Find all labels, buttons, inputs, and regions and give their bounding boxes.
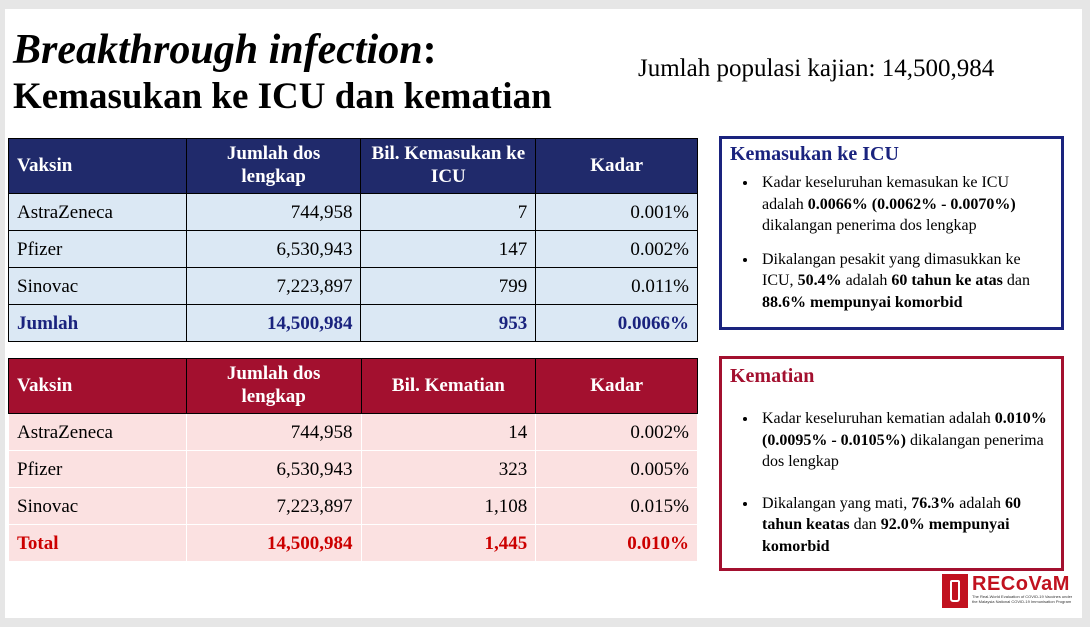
death-bullets [730,408,1053,558]
doses-cell: 6,530,943 [186,451,361,488]
vaccine-vial-icon [942,574,968,608]
table-row [9,268,698,305]
death-bullet-rate: • Kadar keseluruhan kematian adalah 0.010% (0.0095% - 0.0105%) dikalangan penerima dos lengkap [758,408,1053,473]
death-col-rate: Kadar [536,359,698,414]
total-deaths: 1,445 [361,525,536,562]
logo-tagline: The Real-World Evaluation of COVID-19 Vaccines under the Malaysia National COVID-19 Immunisation Program [972,594,1073,605]
admissions-cell: 7 [361,194,536,231]
total-doses: 14,500,984 [186,305,361,342]
title-line-2: Kemasukan ke ICU dan kematian [13,76,552,118]
admissions-cell: 147 [361,231,536,268]
logo-name: RECoVaM [972,573,1070,595]
icu-summary-box [719,136,1064,330]
deaths-cell: 1,108 [361,488,536,525]
title-line-1 [13,25,552,75]
rate-cell: 0.002% [536,231,698,268]
rate-cell: 0.005% [536,451,698,488]
total-row [9,305,698,342]
icu-box-heading: Kemasukan ke ICU [730,143,899,165]
vaccine-name: AstraZeneca [9,414,187,451]
death-col-deaths: Bil. Kematian [361,359,536,414]
deaths-cell: 14 [361,414,536,451]
vaccine-name: Pfizer [9,451,187,488]
doses-cell: 7,223,897 [186,488,361,525]
death-table [8,358,698,562]
doses-cell: 7,223,897 [186,268,361,305]
population-label: Jumlah populasi kajian: 14,500,984 [638,55,995,82]
table-row [9,194,698,231]
table-row [9,488,698,525]
total-doses: 14,500,984 [186,525,361,562]
vaccine-name: Sinovac [9,268,187,305]
death-col-doses: Jumlah dos lengkap [186,359,361,414]
table-row [9,451,698,488]
doses-cell: 6,530,943 [186,231,361,268]
total-rate: 0.0066% [536,305,698,342]
recovam-logo [942,574,1074,608]
table-row [9,414,698,451]
rate-cell: 0.002% [536,414,698,451]
slide-title [13,25,552,120]
icu-table [8,138,698,342]
death-summary-box [719,356,1064,571]
icu-col-doses: Jumlah dos lengkap [186,139,361,194]
rate-cell: 0.011% [536,268,698,305]
total-admissions: 953 [361,305,536,342]
death-col-vaksin: Vaksin [9,359,187,414]
vaccine-name: Pfizer [9,231,187,268]
rate-cell: 0.015% [536,488,698,525]
total-row [9,525,698,562]
table-row [9,231,698,268]
icu-col-rate: Kadar [536,139,698,194]
doses-cell: 744,958 [186,194,361,231]
doses-cell: 744,958 [186,414,361,451]
vaccine-name: AstraZeneca [9,194,187,231]
icu-bullets [730,172,1053,314]
death-box-heading: Kematian [730,365,815,387]
icu-bullet-rate: • Kadar keseluruhan kemasukan ke ICU adalah 0.0066% (0.0062% - 0.0070%) dikalangan penerima dos lengkap [758,172,1053,237]
admissions-cell: 799 [361,268,536,305]
icu-table-header [9,139,698,194]
total-label: Jumlah [9,305,187,342]
vaccine-name: Sinovac [9,488,187,525]
total-label: Total [9,525,187,562]
total-rate: 0.010% [536,525,698,562]
title-italic-text: Breakthrough infection [13,27,423,73]
icu-col-admissions: Bil. Kemasukan ke ICU [361,139,536,194]
icu-bullet-profile: • Dikalangan pesakit yang dimasukkan ke ICU, 50.4% adalah 60 tahun ke atas dan 88.6% mempunyai komorbid [758,249,1053,314]
title-colon: : [422,27,437,73]
death-table-header [9,359,698,414]
icu-col-vaksin: Vaksin [9,139,187,194]
deaths-cell: 323 [361,451,536,488]
death-bullet-profile: • Dikalangan yang mati, 76.3% adalah 60 tahun keatas dan 92.0% mempunyai komorbid [758,493,1053,558]
rate-cell: 0.001% [536,194,698,231]
